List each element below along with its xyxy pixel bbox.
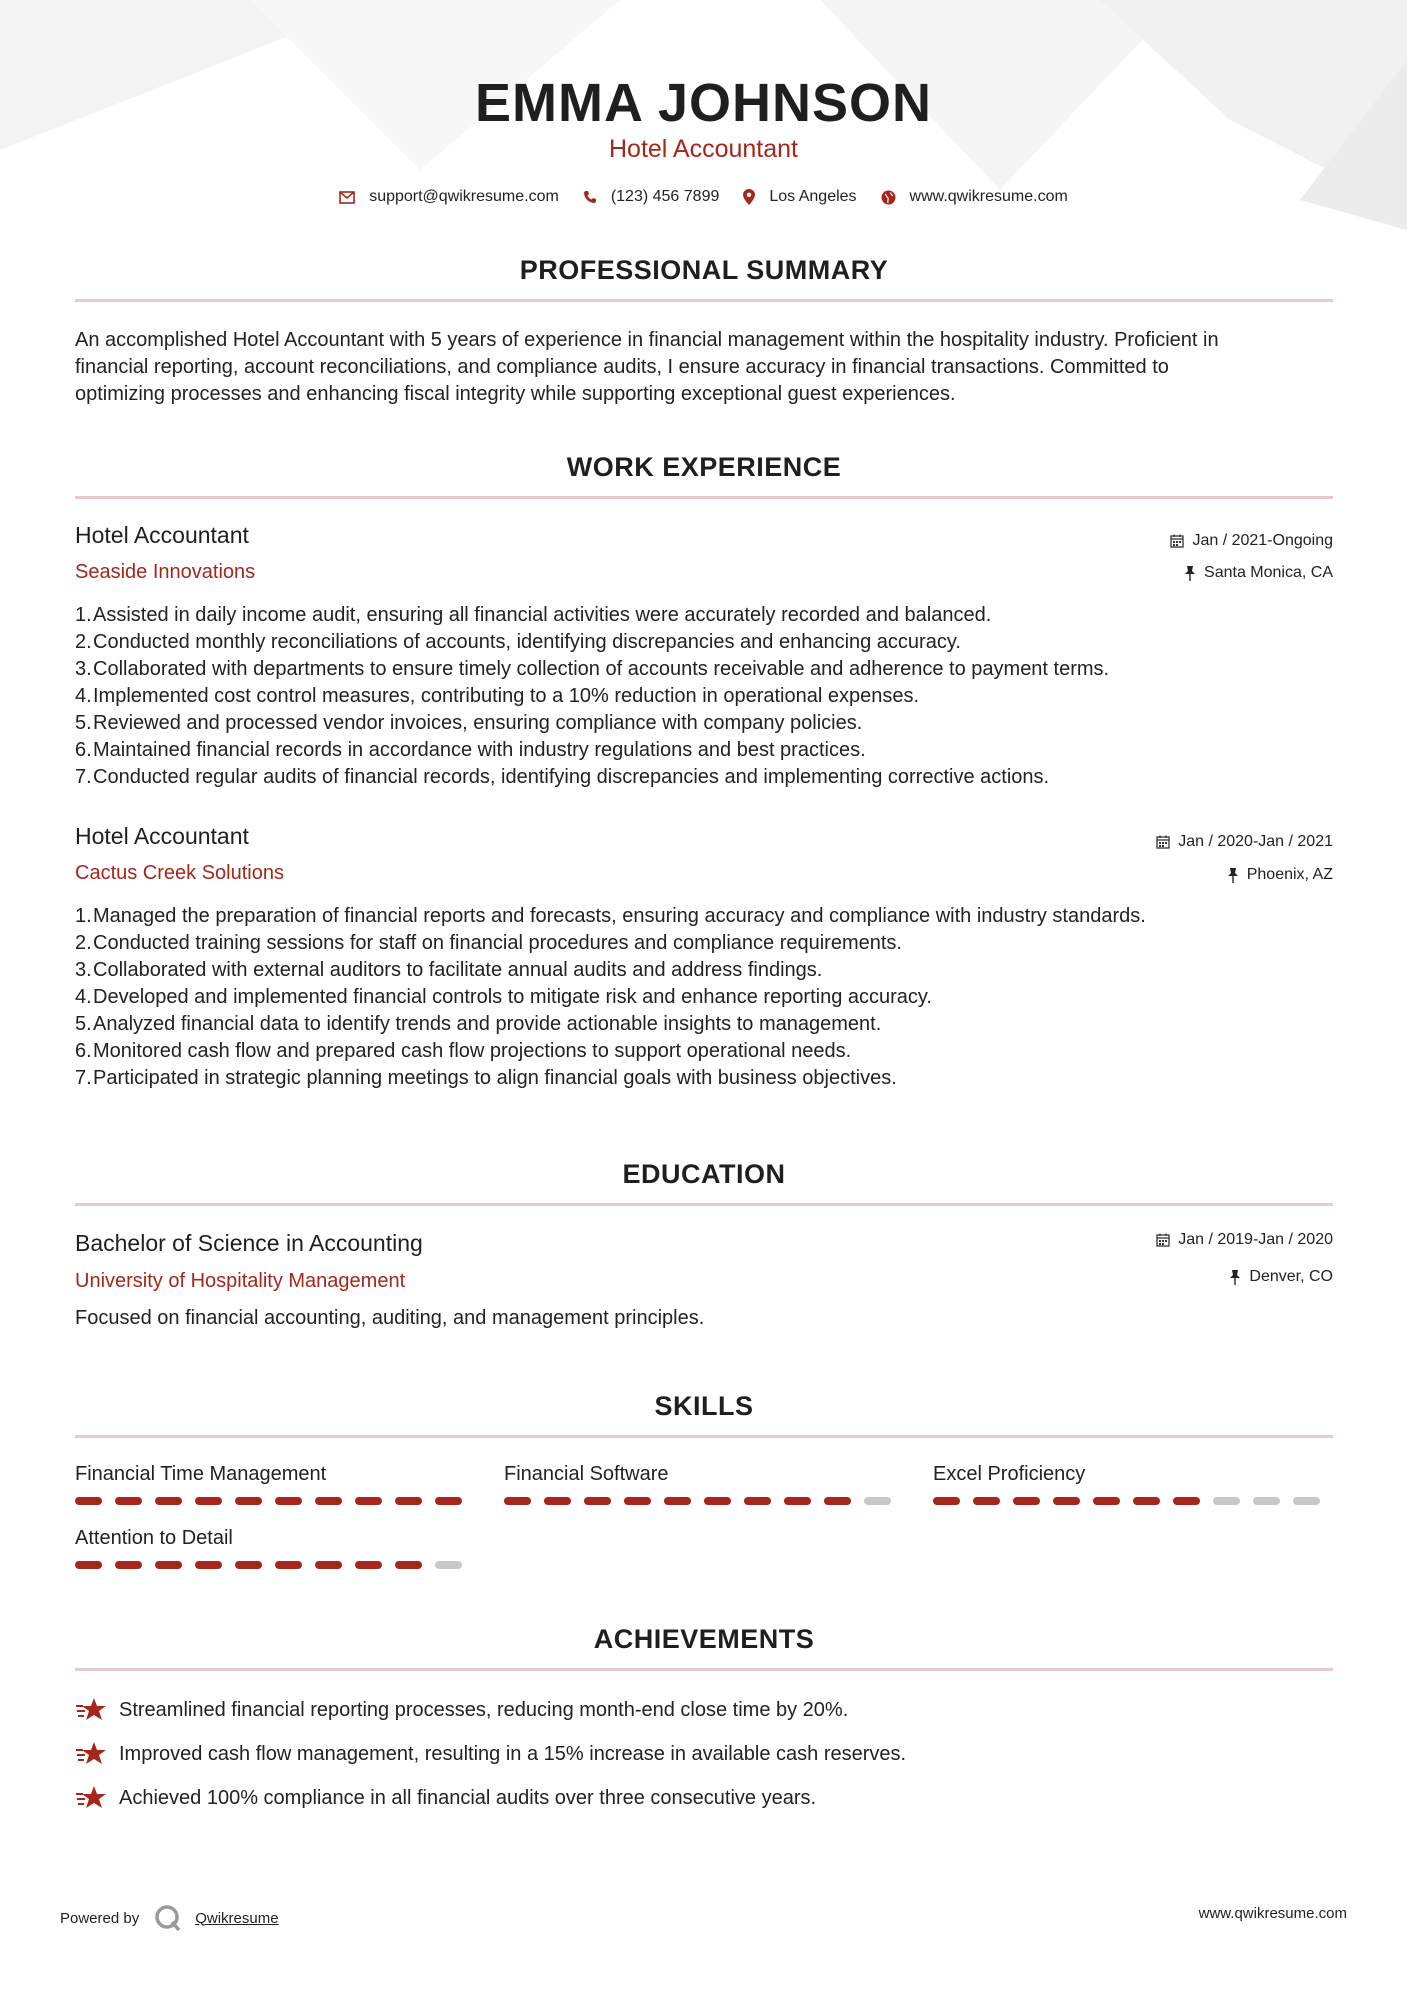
- job-location-text: Santa Monica, CA: [1204, 564, 1333, 581]
- achievement-text: Streamlined financial reporting processes, reducing month-end close time by 20%.: [119, 1698, 849, 1721]
- skill-dash-filled: [75, 1561, 102, 1569]
- star-badge-icon: [75, 1785, 107, 1811]
- section-divider: [75, 299, 1333, 302]
- skill-dash-filled: [115, 1497, 142, 1505]
- job-dates: [1170, 532, 1333, 550]
- envelope-icon: [339, 191, 355, 204]
- skill-dash-empty: [1253, 1497, 1280, 1505]
- skill-level-meter: [933, 1497, 1333, 1505]
- section-heading-experience: WORK EXPERIENCE: [566, 452, 842, 482]
- job-location-text: Phoenix, AZ: [1246, 866, 1333, 883]
- skill-dash-filled: [235, 1497, 262, 1505]
- skill-dash-filled: [1013, 1497, 1040, 1505]
- contact-bar: [0, 188, 1407, 206]
- skill-level-meter: [75, 1497, 475, 1505]
- section-heading-education: EDUCATION: [622, 1159, 786, 1189]
- list-item: 4. Implemented cost control measures, contributing to a 10% reduction in operational expenses.: [75, 685, 920, 707]
- summary-text: [75, 327, 1333, 408]
- achievement-item: [75, 1741, 906, 1767]
- pushpin-icon: [1227, 868, 1239, 883]
- summary-line: An accomplished Hotel Accountant with 5 years of experience in financial management within the hospitality industry. Proficient in: [75, 329, 1219, 351]
- skill-dash-filled: [315, 1561, 342, 1569]
- job-company: Cactus Creek Solutions: [75, 862, 284, 884]
- skill-dash-empty: [1213, 1497, 1240, 1505]
- list-item: 2. Conducted monthly reconciliations of accounts, identifying discrepancies and enhancing accuracy.: [75, 631, 961, 653]
- pushpin-icon: [1229, 1270, 1241, 1285]
- job-title: Hotel Accountant: [75, 823, 249, 849]
- skill-name: Attention to Detail: [75, 1527, 233, 1549]
- skill-dash-filled: [75, 1497, 102, 1505]
- achievement-text: Achieved 100% compliance in all financial audits over three consecutive years.: [119, 1786, 817, 1809]
- skill-item: [504, 1463, 904, 1505]
- powered-by-label: Powered by: [60, 1909, 140, 1927]
- star-badge-icon: [75, 1741, 107, 1767]
- contact-email[interactable]: [339, 188, 559, 206]
- list-item: 5. Analyzed financial data to identify trends and provide actionable insights to management.: [75, 1013, 882, 1035]
- skill-dash-filled: [435, 1497, 462, 1505]
- phone-icon: [583, 190, 597, 204]
- job-dates-text: Jan / 2020-Jan / 2021: [1178, 833, 1333, 850]
- skill-dash-filled: [704, 1497, 731, 1505]
- skill-dash-filled: [275, 1497, 302, 1505]
- skill-dash-filled: [1133, 1497, 1160, 1505]
- calendar-icon: [1170, 534, 1184, 548]
- job-company: Seaside Innovations: [75, 561, 256, 583]
- section-divider: [75, 496, 1333, 499]
- list-item: 4. Developed and implemented financial controls to mitigate risk and enhance reporting accuracy.: [75, 986, 932, 1008]
- skill-dash-filled: [744, 1497, 771, 1505]
- education-dates-text: Jan / 2019-Jan / 2020: [1178, 1231, 1333, 1248]
- list-item: 6. Maintained financial records in accordance with industry regulations and best practices.: [75, 739, 866, 761]
- list-item: 6. Monitored cash flow and prepared cash flow projections to support operational needs.: [75, 1040, 852, 1062]
- contact-website-text: www.qwikresume.com: [909, 188, 1068, 205]
- contact-email-text: support@qwikresume.com: [369, 188, 559, 205]
- candidate-name: EMMA JOHNSON: [474, 73, 933, 133]
- job-dates-text: Jan / 2021-Ongoing: [1192, 532, 1333, 549]
- skill-dash-empty: [435, 1561, 462, 1569]
- education-location-text: Denver, CO: [1249, 1268, 1333, 1285]
- skill-dash-empty: [1293, 1497, 1320, 1505]
- list-item: 3. Collaborated with departments to ensure timely collection of accounts receivable and adherence to payment terms.: [75, 658, 1110, 680]
- list-item: 2. Conducted training sessions for staff on financial procedures and compliance requirements.: [75, 932, 902, 954]
- skill-dash-filled: [115, 1561, 142, 1569]
- skill-dash-filled: [275, 1561, 302, 1569]
- skill-dash-filled: [395, 1561, 422, 1569]
- skill-dash-filled: [784, 1497, 811, 1505]
- skill-dash-filled: [235, 1561, 262, 1569]
- skill-name: Financial Software: [504, 1463, 669, 1485]
- candidate-title: Hotel Accountant: [608, 135, 798, 163]
- job-dates: [1156, 833, 1333, 851]
- skill-dash-empty: [864, 1497, 891, 1505]
- contact-location-text: Los Angeles: [769, 188, 857, 205]
- summary-line: financial reporting, account reconciliations, and compliance audits, I ensure accuracy in financial transactions. Committed to: [75, 356, 1169, 378]
- job-location: [1184, 564, 1333, 582]
- skill-dash-filled: [155, 1497, 182, 1505]
- achievement-item: [75, 1785, 816, 1811]
- list-item: 7. Participated in strategic planning meetings to align financial goals with business objectives.: [75, 1067, 897, 1089]
- skill-dash-filled: [155, 1561, 182, 1569]
- section-divider: [75, 1203, 1333, 1206]
- skill-name: Excel Proficiency: [933, 1463, 1086, 1485]
- contact-phone[interactable]: [583, 188, 720, 206]
- contact-location: [743, 188, 856, 206]
- section-divider: [75, 1435, 1333, 1438]
- skill-dash-filled: [395, 1497, 422, 1505]
- pushpin-icon: [1184, 566, 1196, 581]
- skill-dash-filled: [973, 1497, 1000, 1505]
- skill-item: [933, 1463, 1333, 1505]
- skill-dash-filled: [664, 1497, 691, 1505]
- skill-name: Financial Time Management: [75, 1463, 327, 1485]
- section-heading-summary: PROFESSIONAL SUMMARY: [519, 255, 889, 285]
- qwikresume-logo-icon: [153, 1903, 183, 1933]
- contact-website[interactable]: [881, 188, 1068, 206]
- education-description: Focused on financial accounting, auditing, and management principles.: [75, 1307, 705, 1329]
- skill-dash-filled: [1093, 1497, 1120, 1505]
- footer-powered-by: [60, 1903, 279, 1933]
- list-item: 1. Managed the preparation of financial reports and forecasts, ensuring accuracy and compliance with industry standards.: [75, 905, 1146, 927]
- list-item: 3. Collaborated with external auditors to facilitate annual audits and address findings.: [75, 959, 823, 981]
- skill-dash-filled: [315, 1497, 342, 1505]
- globe-icon: [881, 190, 896, 205]
- list-item: 1. Assisted in daily income audit, ensuring all financial activities were accurately recorded and balanced.: [75, 604, 992, 626]
- skill-dash-filled: [933, 1497, 960, 1505]
- skill-level-meter: [75, 1561, 475, 1569]
- skill-dash-filled: [1053, 1497, 1080, 1505]
- star-badge-icon: [75, 1697, 107, 1723]
- skill-item: [75, 1527, 475, 1569]
- section-heading-skills: SKILLS: [654, 1391, 754, 1421]
- calendar-icon: [1156, 835, 1170, 849]
- skill-dash-filled: [355, 1561, 382, 1569]
- skill-dash-filled: [355, 1497, 382, 1505]
- calendar-icon: [1156, 1233, 1170, 1247]
- job-title: Hotel Accountant: [75, 522, 249, 548]
- education-location: [1229, 1268, 1333, 1286]
- skill-level-meter: [504, 1497, 904, 1505]
- skill-dash-filled: [195, 1561, 222, 1569]
- list-item: 5. Reviewed and processed vendor invoices, ensuring compliance with company policies.: [75, 712, 863, 734]
- achievement-item: [75, 1697, 848, 1723]
- skill-dash-filled: [1173, 1497, 1200, 1505]
- list-item: 7. Conducted regular audits of financial records, identifying discrepancies and implementing corrective actions.: [75, 766, 1050, 788]
- map-pin-icon: [743, 189, 755, 205]
- section-divider: [75, 1668, 1333, 1671]
- skill-dash-filled: [624, 1497, 651, 1505]
- education-dates: [1156, 1231, 1333, 1249]
- skill-dash-filled: [544, 1497, 571, 1505]
- school-name: University of Hospitality Management: [75, 1270, 406, 1292]
- footer-website[interactable]: www.qwikresume.com: [1198, 1905, 1347, 1922]
- skill-dash-filled: [824, 1497, 851, 1505]
- summary-line: optimizing processes and enhancing fiscal integrity while supporting exceptional guest experiences.: [75, 383, 956, 405]
- skill-dash-filled: [195, 1497, 222, 1505]
- achievement-text: Improved cash flow management, resulting in a 15% increase in available cash reserves.: [119, 1742, 907, 1765]
- skill-dash-filled: [504, 1497, 531, 1505]
- skill-dash-filled: [584, 1497, 611, 1505]
- contact-phone-text: (123) 456 7899: [610, 188, 720, 205]
- job-responsibilities: [75, 602, 1333, 791]
- qwikresume-link[interactable]: Qwikresume: [195, 1909, 279, 1927]
- degree-title: Bachelor of Science in Accounting: [75, 1230, 423, 1256]
- job-responsibilities: [75, 903, 1333, 1092]
- skill-item: [75, 1463, 475, 1505]
- section-heading-achievements: ACHIEVEMENTS: [593, 1624, 815, 1654]
- job-location: [1227, 866, 1333, 884]
